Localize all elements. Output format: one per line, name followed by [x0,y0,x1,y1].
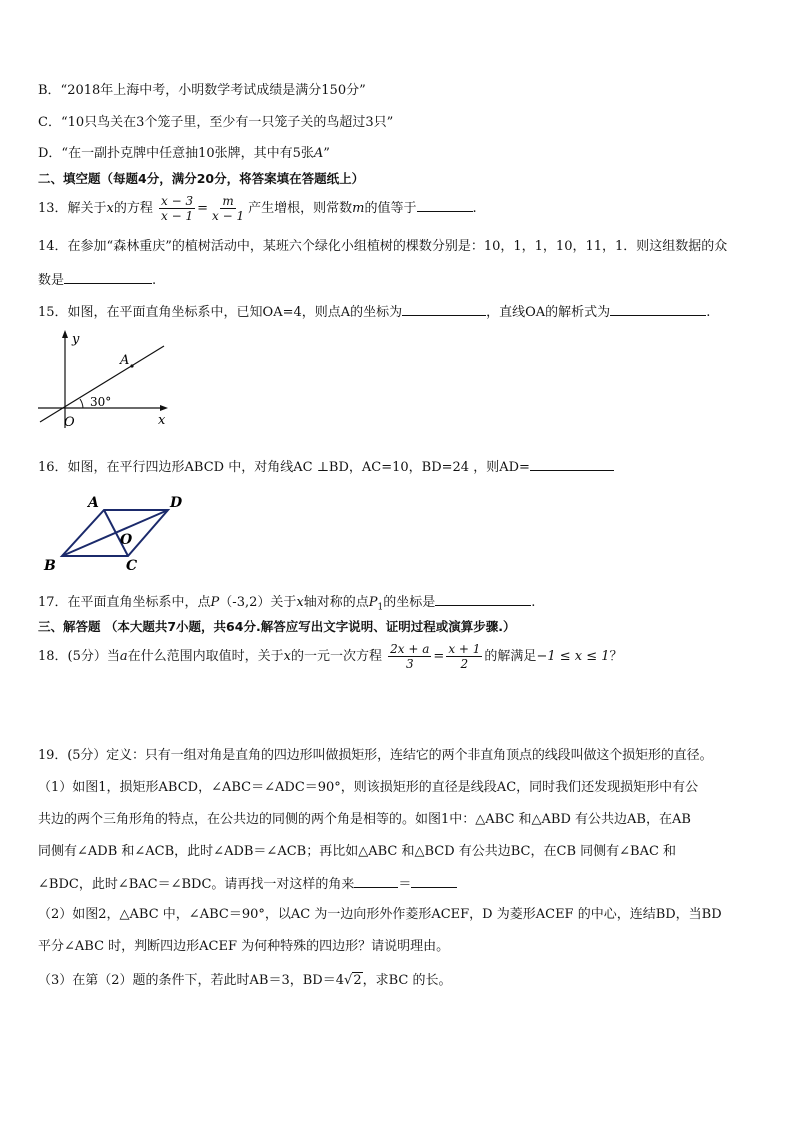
option-d-text: D．“在一副扑克牌中任意抽10张牌，其中有5张 [38,146,314,161]
option-d-var: A [313,146,324,161]
q13-end: . [472,201,477,216]
q19-sqrt-value: 2 [353,973,362,988]
q18-mid: 在什么范围内取值时，关于 [127,649,284,664]
q15-end: . [706,305,711,320]
q18-f1-num: 2x + a [390,642,430,656]
q18-f2-den: 2 [460,657,469,671]
question-13 [38,193,477,225]
question-14-line-1: 14．在参加“森林重庆”的植树活动中，某班六个绿化小组植树的棵数分别是：10，1，1，10，11，1．则这组数据的众 [38,239,728,254]
q16-text: 16．如图，在平行四边形ABCD 中，对角线AC ⊥BD，AC=10，BD=24 ，则AD= [38,460,530,475]
q13-mid: 的方程 [113,201,153,216]
q13-fraction-2 [210,194,246,223]
question-19-line-6: （2）如图2，△ABC 中，∠ABC＝90°，以AC 为一边向形外作菱形ACEF，D 为菱形ACEF 的中心，连结BD，当BD [38,907,722,922]
q18-mid2: 的一元一次方程 [291,649,383,664]
q17-post: 的坐标是 [383,595,436,610]
option-b: B．“2018年上海中考，小明数学考试成绩是满分150分” [38,83,366,98]
q15-angle-arc [80,399,83,408]
q15-label-y: y [72,332,80,347]
q17-subscript: 1 [377,602,384,613]
q13-f1-num: x − 3 [161,194,194,208]
q13-f2-den: x − 1 [212,209,245,223]
q15-label-x: x [158,413,166,428]
q17-coord: （-3,2）关于 [219,595,297,610]
question-19-line-7: 平分∠ABC 时，判断四边形ACEF 为何种特殊的四边形？请说明理由。 [38,939,450,954]
question-18 [38,640,623,674]
q16-label-a: A [88,495,99,511]
q17-pre: 17．在平面直角坐标系中，点 [38,595,211,610]
option-d-end: ” [323,146,330,161]
q17-var-p1: P [368,595,378,610]
q18-question-mark: ？ [609,649,623,664]
option-c: C．“10只鸟关在3个笼子里，至少有一只笼子关的鸟超过3只” [38,115,394,130]
q16-answer-blank[interactable] [530,457,614,471]
q13-equals: = [197,201,209,216]
q18-equals: = [433,649,445,664]
question-19-line-8 [38,972,451,990]
q16-label-d: D [170,495,183,511]
q15-answer-blank-2[interactable] [610,302,706,316]
q19-line8-text: （3）在第（2）题的条件下，若此时AB＝3，BD＝4 [38,973,345,988]
q17-mid: 轴对称的点 [303,595,369,610]
question-19-line-2: （1）如图1，损矩形ABCD，∠ABC＝∠ADC＝90°，则该损矩形的直径是线段AC，同时我们还发现损矩形中有公 [38,780,699,795]
q18-var-x: x [283,649,292,664]
q15-coordinate-figure [36,330,176,430]
q18-post: 的解满足 [484,649,537,664]
q16-label-o: O [120,532,133,548]
q18-f1-den: 3 [405,657,414,671]
q13-var-m: m [352,201,365,216]
q16-parallelogram-figure [40,490,190,580]
q19-sqrt: √2 [344,973,362,988]
q19-line5-text: ∠BDC，此时∠BAC＝∠BDC。请再找一对这样的角来 [38,877,355,892]
q19-answer-blank-2[interactable] [411,874,457,888]
question-17 [38,592,535,617]
q13-fraction-1 [159,194,195,223]
q18-pre: 18．(5分）当 [38,649,120,664]
q14-end: . [152,273,157,288]
question-19-line-5 [38,874,457,894]
q17-answer-blank[interactable] [435,592,531,606]
q13-post2: 的值等于 [364,201,417,216]
q18-inequality: −1 ≤ x ≤ 1 [536,649,610,664]
q15-label-a: A [120,353,130,368]
q13-pre: 13．解关于 [38,201,107,216]
q15-label-o: O [64,415,75,430]
question-16 [38,457,614,477]
q19-answer-blank-1[interactable] [354,874,398,888]
question-19-line-4: 同侧有∠ADB 和∠ACB，此时∠ADB＝∠ACB；再比如△ABC 和△BCD 有公共边BC，在CB 同侧有∠BAC 和 [38,844,677,859]
q17-var-x: x [296,595,304,610]
q18-fraction-2 [446,642,482,671]
q13-post1: 产生增根，则常数 [248,201,353,216]
q14-line2: 数是 [38,273,65,288]
q16-label-b: B [44,558,56,574]
q19-line8-end: ，求BC 的长。 [362,973,452,988]
q13-answer-blank[interactable] [417,198,473,212]
section-3-heading: 三、解答题 （本大题共7小题，共64分.解答应写出文字说明、证明过程或演算步骤.） [38,619,516,634]
q15-label-angle: 30° [90,395,112,409]
q15-text: 15．如图，在平面直角坐标系中，已知OA=4，则点A的坐标为 [38,305,403,320]
q15-line-oa [40,346,164,422]
q18-var-a: a [119,649,128,664]
q13-var-x: x [106,201,114,216]
q15-point-a [130,364,133,367]
q15-x-arrow [160,405,168,411]
q18-f2-num: x + 1 [448,642,481,656]
q19-line5-equals: ＝ [398,877,412,892]
question-19-line-1: 19．(5分）定义：只有一组对角是直角的四边形叫做损矩形，连结它的两个非直角顶点的线段叫做这个损矩形的直径。 [38,748,713,763]
q17-var-p: P [210,595,220,610]
q15-answer-blank-1[interactable] [402,302,486,316]
q13-f2-num: m [222,194,234,208]
option-d [38,145,330,163]
section-2-heading: 二、填空题（每题4分，满分20分，将答案填在答题纸上） [38,171,365,186]
q18-fraction-1 [388,642,431,671]
question-15 [38,302,710,322]
q16-diagonal-bd [62,510,168,556]
q15-mid: ，直线OA的解析式为 [486,305,611,320]
q17-end: . [531,595,536,610]
question-19-line-3: 共边的两个三角形角的特点，在公共边的同侧的两个角是相等的。如图1中：△ABC 和△ABD 有公共边AB，在AB [38,812,691,827]
q14-answer-blank[interactable] [64,270,152,284]
q16-label-c: C [126,558,138,574]
q13-f1-den: x − 1 [161,209,194,223]
q15-y-arrow [62,330,68,338]
question-14-line-2 [38,270,156,290]
